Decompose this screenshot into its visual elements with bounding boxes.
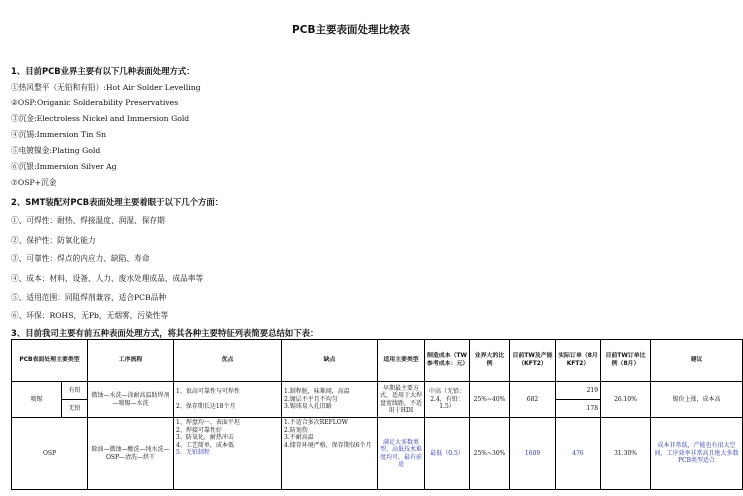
header-cell: 制造成本（TW参考成本：元） [425, 340, 470, 382]
cell-capacity: 1609 [510, 418, 556, 490]
cell-orders: 178 [556, 400, 601, 418]
cell-suggestion: 成本非常低，产能也有很大空间，工序效率非常高且绝大多数PCB类型适合 [651, 418, 743, 490]
header-cell: 实际订单（8月KFT2） [556, 340, 601, 382]
cell-subtype: 无铅 [62, 400, 88, 418]
cell-cost: 最低（0.5） [425, 418, 470, 490]
section-3-heading: 3、目前我司主要有前五种表面处理方式，将其各种主要特征列表简要总结如下表： [11, 328, 319, 338]
list-item: ⑤电镀镍金:Plating Gold [11, 146, 101, 155]
list-item: ④、成本：材料、设备、人力、废水处理成品、成品率等 [11, 274, 204, 283]
table-row [12, 418, 743, 490]
header-cell: 目前TW及产能（KFT2） [510, 340, 556, 382]
cell-type: OSP [12, 418, 88, 490]
page-title: PCB主要表面处理比较表 [292, 24, 410, 36]
cell-order-ratio: 26.10% [601, 382, 651, 418]
cell-application: 早期最主要方式，适用于大焊盘宽线距，不适用于HDI [378, 382, 425, 418]
table-row [12, 382, 743, 400]
cell-orders: 476 [556, 418, 601, 490]
list-item: ③沉金:Electroless Nickel and Immersion Gold [11, 114, 190, 123]
cell-cons: 1.制程脏，味难闻，高温 2.镀层不平且不均匀 3.锡球易入孔旧路 [282, 382, 378, 418]
list-item: ②、保护性：防氧化能力 [11, 236, 96, 245]
header-cell: 适用主要类型 [378, 340, 425, 382]
comparison-table [11, 339, 743, 490]
cell-cons: 1.不适合多次REFLOW 2.防划伤 3.不耐高温 4.储存环境严格，保存期仅6个月 [282, 418, 378, 490]
cell-capacity: 682 [510, 382, 556, 418]
header-cell: 目前TW订单比例（8月） [601, 340, 651, 382]
cell-share: 25%~30% [470, 418, 510, 490]
list-item: ①、可焊性：耐热、焊接温度、润湿、保存期 [11, 216, 165, 225]
list-item: ⑤、适用范围：同阻焊剂兼容，适合PCB品种 [11, 293, 167, 302]
cell-pros: 1、焊盘均一、表面平坦 2、焊接可靠性好 3、防氧化，耐热冲击 4、工艺简单，成本低 5、无铅制程 [174, 418, 282, 490]
cell-order-ratio: 31.30% [601, 418, 651, 490]
cell-subtype: 有铅 [62, 382, 88, 400]
list-item: ④沉锡:Immersion Tin Sn [11, 130, 107, 139]
header-cell: 优点 [174, 340, 282, 382]
section-1-heading: 1、目前PCB业界主要有以下几种表面处理方式： [11, 66, 195, 76]
cell-suggestion: 锡价上涨，成本高 [651, 382, 743, 418]
cell-process: 除油—微蚀—酸洗—纯水洗—OSP—清洗—烘干 [88, 418, 174, 490]
cell-share: 25%~40% [470, 382, 510, 418]
header-cell: 缺点 [282, 340, 378, 382]
list-item: ③、可靠性：焊点的内应力、缺陷、寿命 [11, 254, 150, 263]
cell-process: 微蚀—水洗—涂耐高温助焊剂—喷锡—水洗 [88, 382, 174, 418]
cell-pros: 1、很高可靠性与可焊性 2、保存期长达18个月 [174, 382, 282, 418]
header-cell: PCB表面处理主要类型 [12, 340, 88, 382]
list-item: ⑥、环保：ROHS，无Pb，无烟雾，污染性等 [11, 311, 169, 320]
list-item: ⑦OSP+沉金 [11, 178, 57, 187]
header-cell: 业界大的比例 [470, 340, 510, 382]
header-cell: 工序流程 [88, 340, 174, 382]
section-2-heading: 2、SMT装配对PCB表面处理主要着眼于以下几个方面： [11, 197, 224, 207]
list-item: ②OSP:Origanic Solderability Preservatives [11, 98, 179, 107]
list-item: ⑥沉银:Immersion Silver Ag [11, 162, 117, 171]
header-cell: 建议 [651, 340, 743, 382]
cell-cost: 中高（无铅：2.4，有铅：1.5） [425, 382, 470, 418]
table-header-row [12, 340, 743, 382]
list-item: ①热风整平（无铅和有铅）:Hot Air Solder Levelling [11, 83, 201, 92]
cell-application: 满足大多数类型，高低技术难度均可，最有前途 [378, 418, 425, 490]
cell-orders: 219 [556, 382, 601, 400]
cell-type: 喷锡 [12, 382, 62, 418]
